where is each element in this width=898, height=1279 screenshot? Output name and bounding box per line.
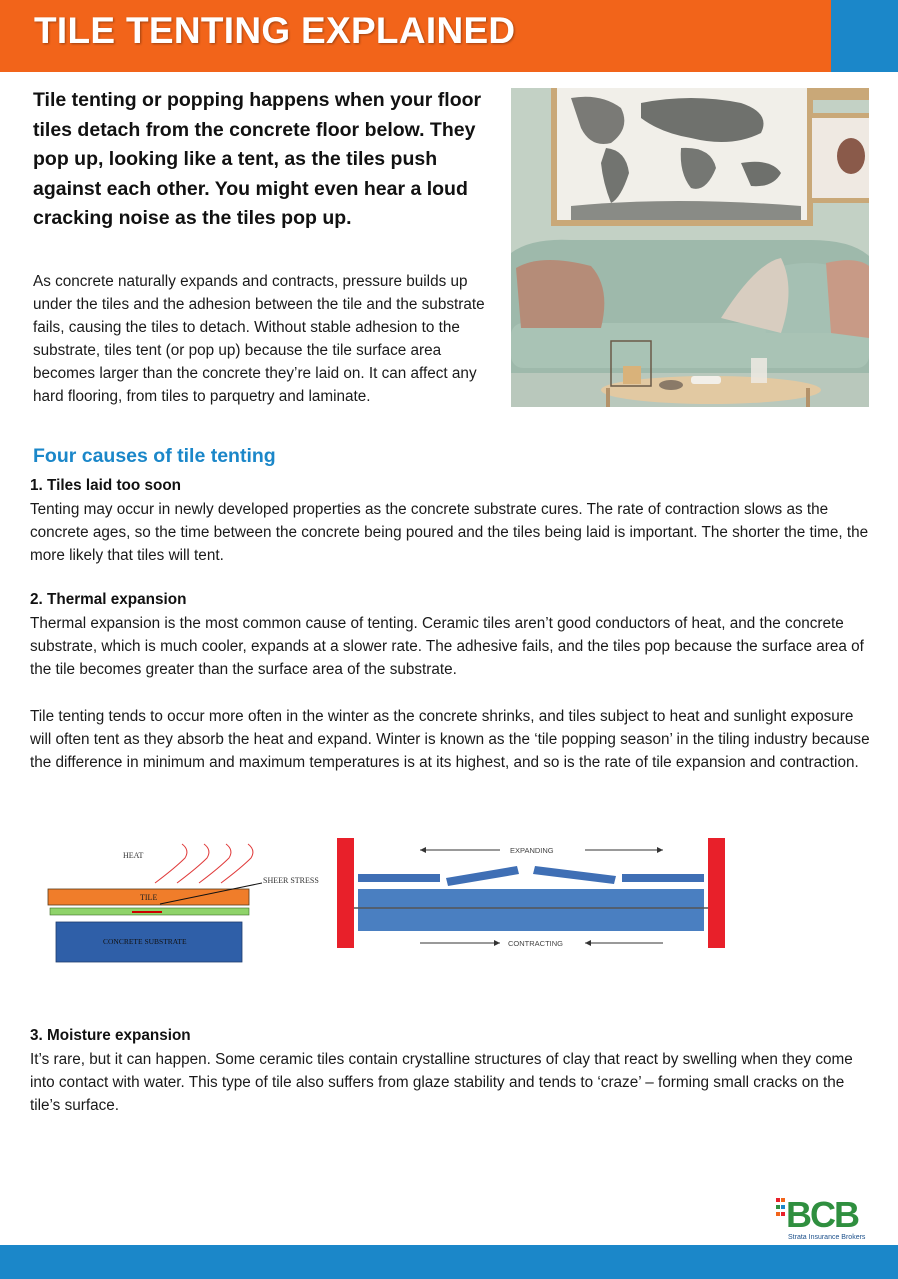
logo-tagline: Strata Insurance Brokers [788,1234,866,1241]
footer-bar [0,1245,898,1279]
heat-label: HEAT [123,851,144,860]
cause-3-body: It’s rare, but it can happen. Some ceramic tiles contain crystalline structures of clay that react by swelling when they come into contact with water. This type of tile also suffers from glaze stability and tends to ‘craze’ – forming small cracks on the tile’s surface. [30,1051,853,1114]
sheer-stress-label: SHEER STRESS [263,876,319,885]
cause-2-title: 2. Thermal expansion [30,591,187,608]
cause-1-title: 1. Tiles laid too soon [30,477,182,494]
intro-body-paragraph: As concrete naturally expands and contracts, pressure builds up under the tiles and the adhesion between the tile and the substrate fails, causing the tiles to detach. Without stable adhesion to the substrate, tiles tent (or pop up) because the tile surface area becomes larger than the concrete they’re laid on. It can affect any hard flooring, from tiles to parquetry and laminate. [33,273,485,405]
bcb-logo [776,1194,872,1242]
contracting-label: CONTRACTING [508,939,563,948]
causes-heading: Four causes of tile tenting [33,445,276,467]
header-accent-block [831,0,898,72]
tile-sheer-stress-diagram [48,844,319,962]
cause-3-title: 3. Moisture expansion [30,1027,191,1044]
expanding-label: EXPANDING [510,846,554,855]
page-title: TILE TENTING EXPLAINED [34,10,516,51]
thermal-expansion-diagram [40,828,740,968]
concrete-label: CONCRETE SUBSTRATE [103,937,187,946]
cause-2-body: Thermal expansion is the most common cause of tenting. Ceramic tiles aren’t good conductors of heat, and the concrete substrate, which is much cooler, expands at a slower rate. The adhesive fails, and the tiles pop because the surface area of the tile becomes greater than the surface area of the substrate. [30,615,864,678]
intro-lead-paragraph: Tile tenting or popping happens when your floor tiles detach from the concrete floor below. They pop up, looking like a tent, as the tiles push against each other. You might even hear a loud cracking noise as the tiles pop up. [33,89,482,230]
expanding-contracting-diagram [337,838,725,948]
tile-label: TILE [140,893,158,902]
logo-text: BCB [786,1194,858,1235]
cause-1-body: Tenting may occur in newly developed properties as the concrete substrate cures. The rate of contraction slows as the concrete ages, so the time between the concrete being poured and the tiles being laid is important. The shorter the time, the more likely that tiles will tent. [30,501,869,564]
cause-2-body-continued: Tile tenting tends to occur more often in the winter as the concrete shrinks, and tiles subject to heat and sunlight exposure will often tent as they absorb the heat and expand. Winter is known as the ‘tile popping season’ in the tiling industry because the difference in minimum and maximum temperatures is at its highest, and so is the rate of tile expansion and contraction. [30,708,870,771]
living-room-photo [511,88,869,407]
